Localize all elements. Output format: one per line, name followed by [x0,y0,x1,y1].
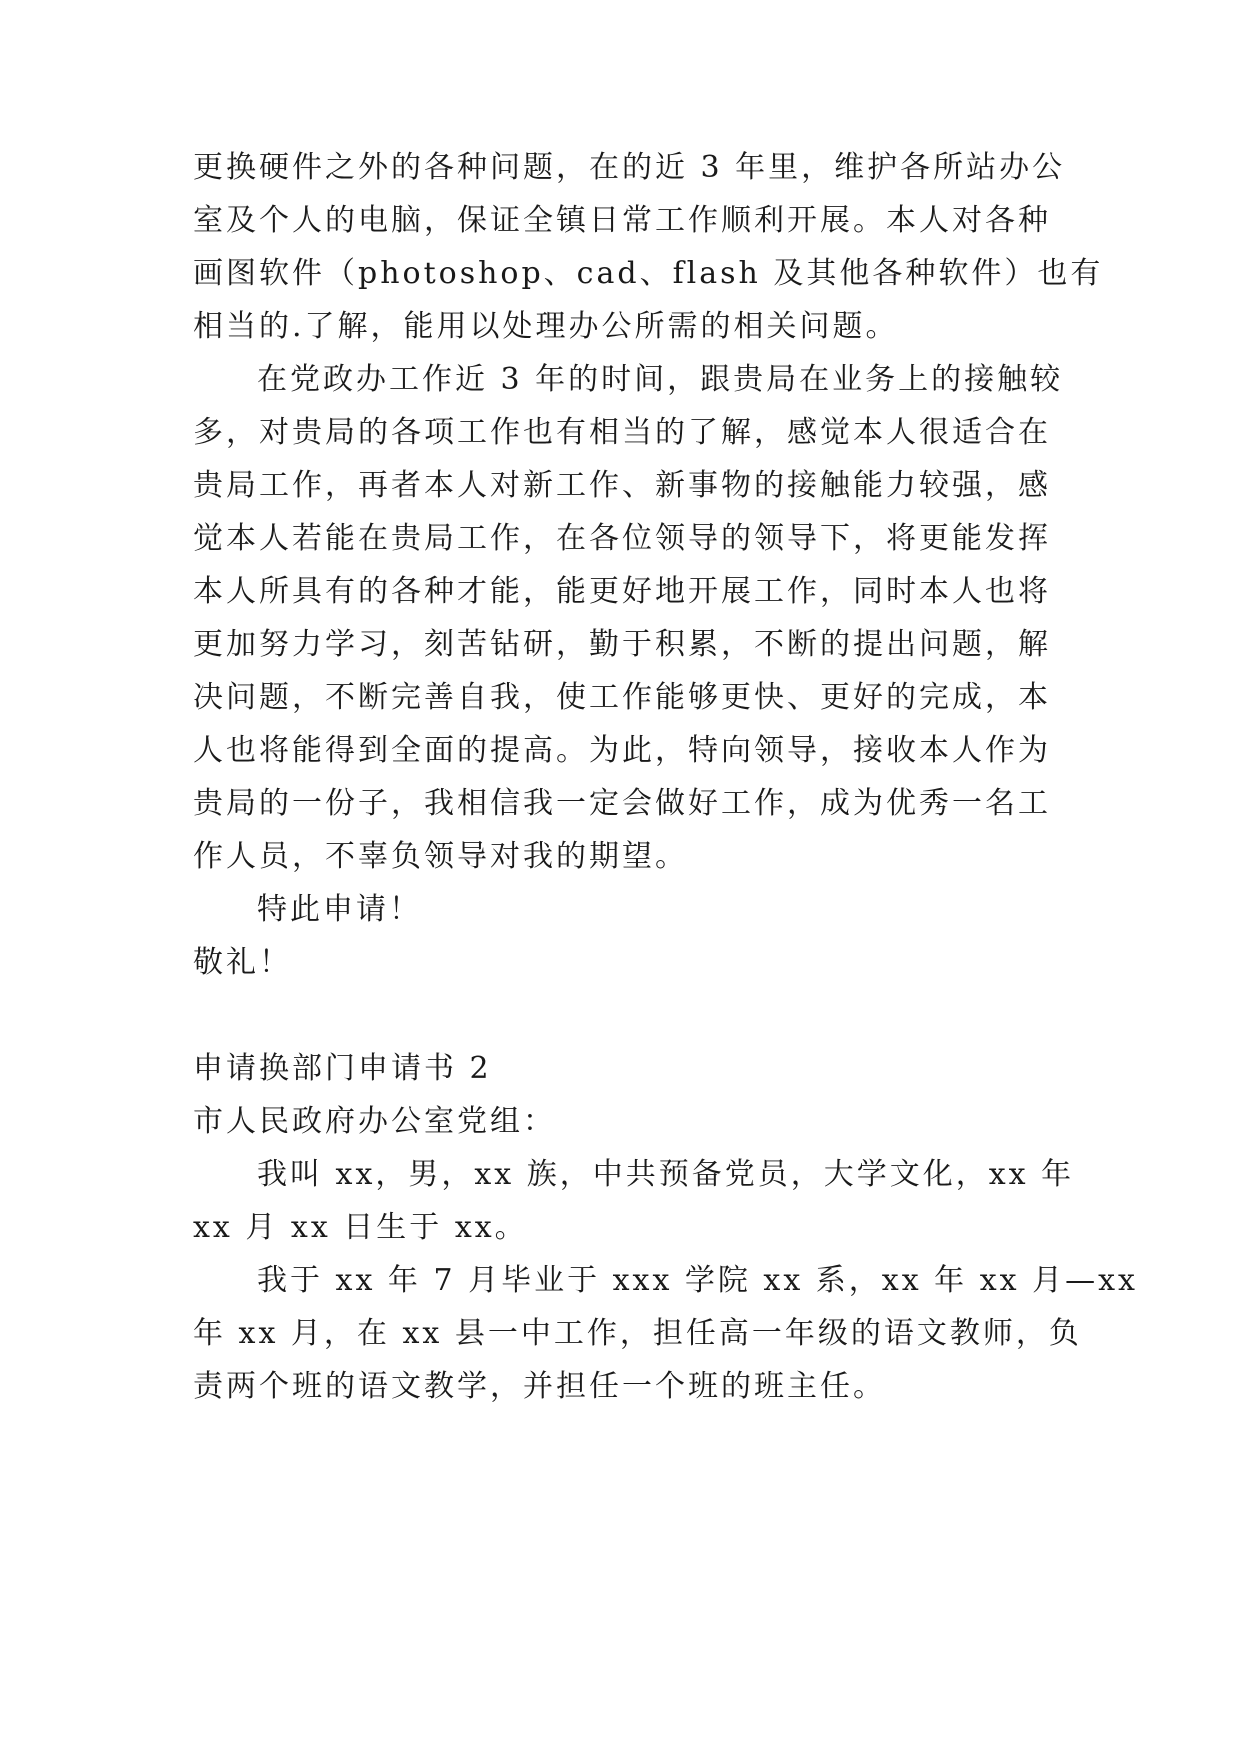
text-line: 多，对贵局的各项工作也有相当的了解，感觉本人很适合在 [193,415,1051,450]
text-line: xx 月 xx 日生于 xx。 [193,1210,528,1245]
closing-salute: 敬礼！ [193,945,292,980]
paragraph-start-line: 我叫 xx，男，xx 族，中共预备党员，大学文化，xx 年 [257,1157,1075,1192]
text-line: 责两个班的语文教学，并担任一个班的班主任。 [193,1369,886,1404]
text-line: 室及个人的电脑，保证全镇日常工作顺利开展。本人对各种 [193,203,1051,238]
text-line: 人也将能得到全面的提高。为此，特向领导，接收本人作为 [193,733,1051,768]
text-line: 画图软件（photoshop、cad、flash 及其他各种软件）也有 [193,256,1104,291]
paragraph-start-line: 我于 xx 年 7 月毕业于 xxx 学院 xx 系，xx 年 xx 月—xx [257,1263,1138,1298]
text-line: 年 xx 月，在 xx 县一中工作，担任高一年级的语文教师，负 [193,1316,1082,1351]
text-line: 相当的.了解，能用以处理办公所需的相关问题。 [193,309,899,344]
text-line: 本人所具有的各种才能，能更好地开展工作，同时本人也将 [193,574,1051,609]
text-line: 更加努力学习，刻苦钻研，勤于积累，不断的提出问题，解 [193,627,1051,662]
text-line: 贵局的一份子，我相信我一定会做好工作，成为优秀一名工 [193,786,1051,821]
closing-request: 特此申请！ [257,892,422,927]
text-line: 更换硬件之外的各种问题，在的近 3 年里，维护各所站办公 [193,150,1066,185]
section-title: 申请换部门申请书 2 [193,1051,492,1086]
text-line: 作人员，不辜负领导对我的期望。 [193,839,688,874]
text-line: 贵局工作，再者本人对新工作、新事物的接触能力较强，感 [193,468,1051,503]
paragraph-start-line: 在党政办工作近 3 年的时间，跟贵局在业务上的接触较 [257,362,1064,397]
salutation: 市人民政府办公室党组： [193,1104,556,1139]
text-line: 觉本人若能在贵局工作，在各位领导的领导下，将更能发挥 [193,521,1051,556]
text-line: 决问题，不断完善自我，使工作能够更快、更好的完成，本 [193,680,1051,715]
